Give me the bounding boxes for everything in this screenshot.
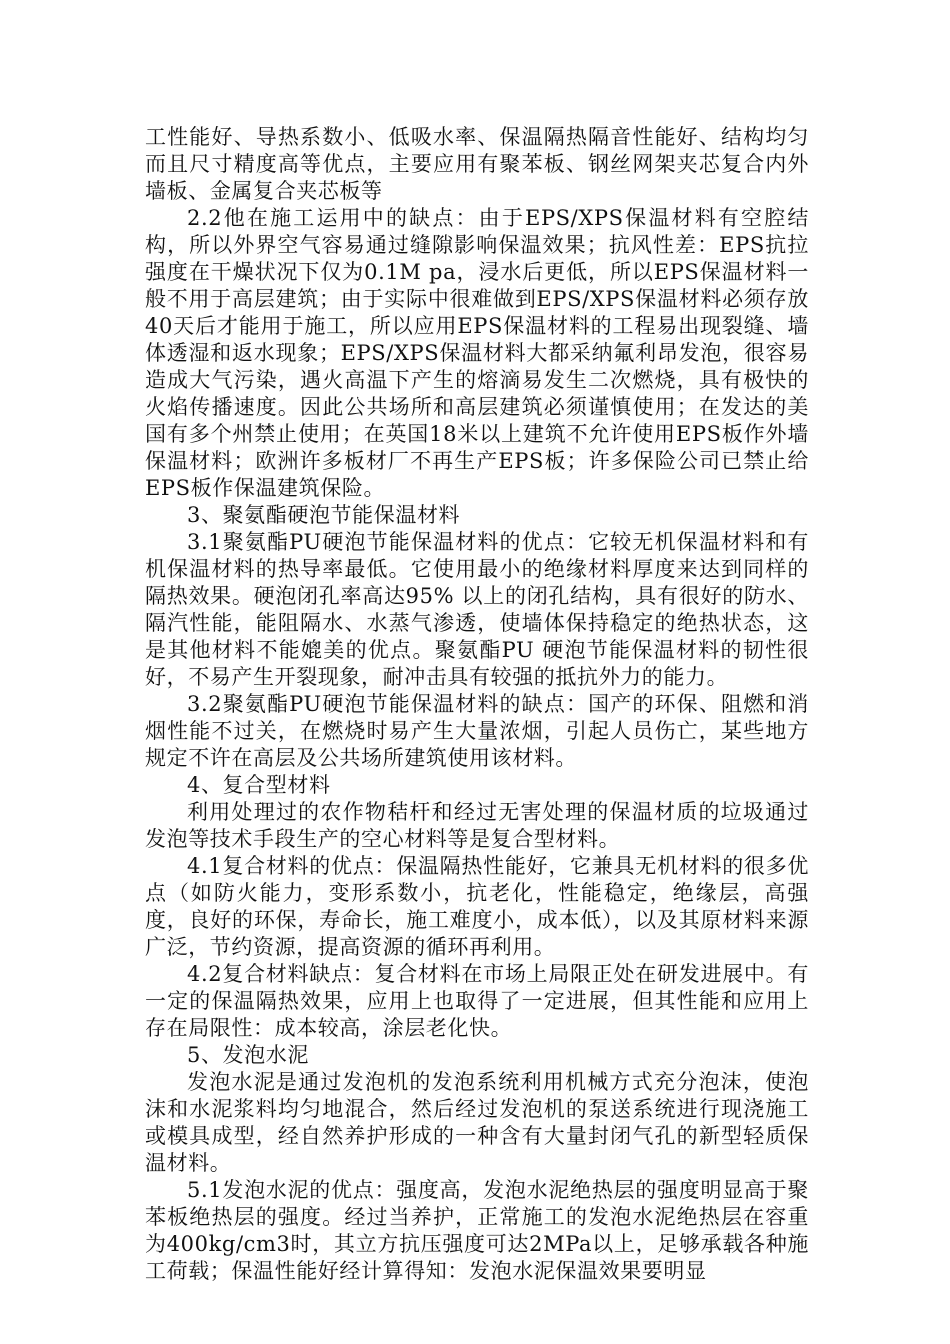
paragraph-5-intro: 发泡水泥是通过发泡机的发泡系统利用机械方式充分泡沫，使泡沫和水泥浆料均匀地混合，然后经过发泡机的泵送系统进行现浇施工或模具成型，经自然养护形成的一种含有大量封闭气孔的新型轻质保温材料。 bbox=[145, 1070, 809, 1175]
paragraph-4-1: 4.1复合材料的优点：保温隔热性能好，它兼具无机材料的很多优点（如防火能力，变形系数小，抗老化，性能稳定，绝缘层，高强度，良好的环保，寿命长，施工难度小，成本低），以及其原材料来源广泛，节约资源，提高资源的循环再利用。 bbox=[145, 854, 809, 959]
section-heading-4: 4、复合型材料 bbox=[187, 773, 331, 797]
section-heading-3: 3、聚氨酯硬泡节能保温材料 bbox=[187, 503, 461, 527]
paragraph-3-1: 3.1聚氨酯PU硬泡节能保温材料的优点：它较无机保温材料和有机保温材料的热导率最低。它使用最小的绝缘材料厚度来达到同样的隔热效果。硬泡闭孔率高达95% 以上的闭孔结构，具有很好的防水、隔汽性能，能阻隔水、水蒸气渗透，使墙体保持稳定的绝热状态，这是其他材料不能媲美的优点。聚氨酯PU 硬泡节能保温材料的韧性很好，不易产生开裂现象，耐冲击具有较强的抵抗外力的能力。 bbox=[145, 530, 809, 689]
paragraph-3-2: 3.2聚氨酯PU硬泡节能保温材料的缺点：国产的环保、阻燃和消烟性能不过关，在燃烧时易产生大量浓烟，引起人员伤亡，某些地方规定不许在高层及公共场所建筑使用该材料。 bbox=[145, 692, 809, 770]
paragraph-4-2: 4.2复合材料缺点：复合材料在市场上局限正处在研发进展中。有一定的保温隔热效果，应用上也取得了一定进展，但其性能和应用上存在局限性：成本较高，涂层老化快。 bbox=[145, 962, 809, 1040]
paragraph-4-intro: 利用处理过的农作物秸杆和经过无害处理的保温材质的垃圾通过发泡等技术手段生产的空心材料等是复合型材料。 bbox=[145, 800, 809, 851]
document-page bbox=[145, 124, 809, 1285]
paragraph-5-1: 5.1发泡水泥的优点：强度高，发泡水泥绝热层的强度明显高于聚苯板绝热层的强度。经过当养护，正常施工的发泡水泥绝热层在容重为400kg/cm3时，其立方抗压强度可达2MPa以上，足够承载各种施工荷载；保温性能好经计算得知：发泡水泥保温效果要明显 bbox=[145, 1178, 809, 1283]
paragraph-1: 工性能好、导热系数小、低吸水率、保温隔热隔音性能好、结构均匀而且尺寸精度高等优点，主要应用有聚苯板、钢丝网架夹芯复合内外墙板、金属复合夹芯板等 bbox=[145, 125, 809, 203]
section-heading-5: 5、发泡水泥 bbox=[187, 1043, 309, 1067]
paragraph-2: 2.2他在施工运用中的缺点：由于EPS/XPS保温材料有空腔结构，所以外界空气容易通过缝隙影响保温效果；抗风性差：EPS抗拉强度在干燥状况下仅为0.1M pa，浸水后更低，所以EPS保温材料一般不用于高层建筑；由于实际中很难做到EPS/XPS保温材料必须存放40天后才能用于施工，所以应用EPS保温材料的工程易出现裂缝、墙体透湿和返水现象；EPS/XPS保温材料大都采纳氟利昂发泡，很容易造成大气污染，遇火高温下产生的熔滴易发生二次燃烧，具有极快的火焰传播速度。因此公共场所和高层建筑必须谨慎使用；在发达的美国有多个州禁止使用；在英国18米以上建筑不允许使用EPS板作外墙保温材料；欧洲许多板材厂不再生产EPS板；许多保险公司已禁止给EPS板作保温建筑保险。 bbox=[145, 206, 809, 500]
